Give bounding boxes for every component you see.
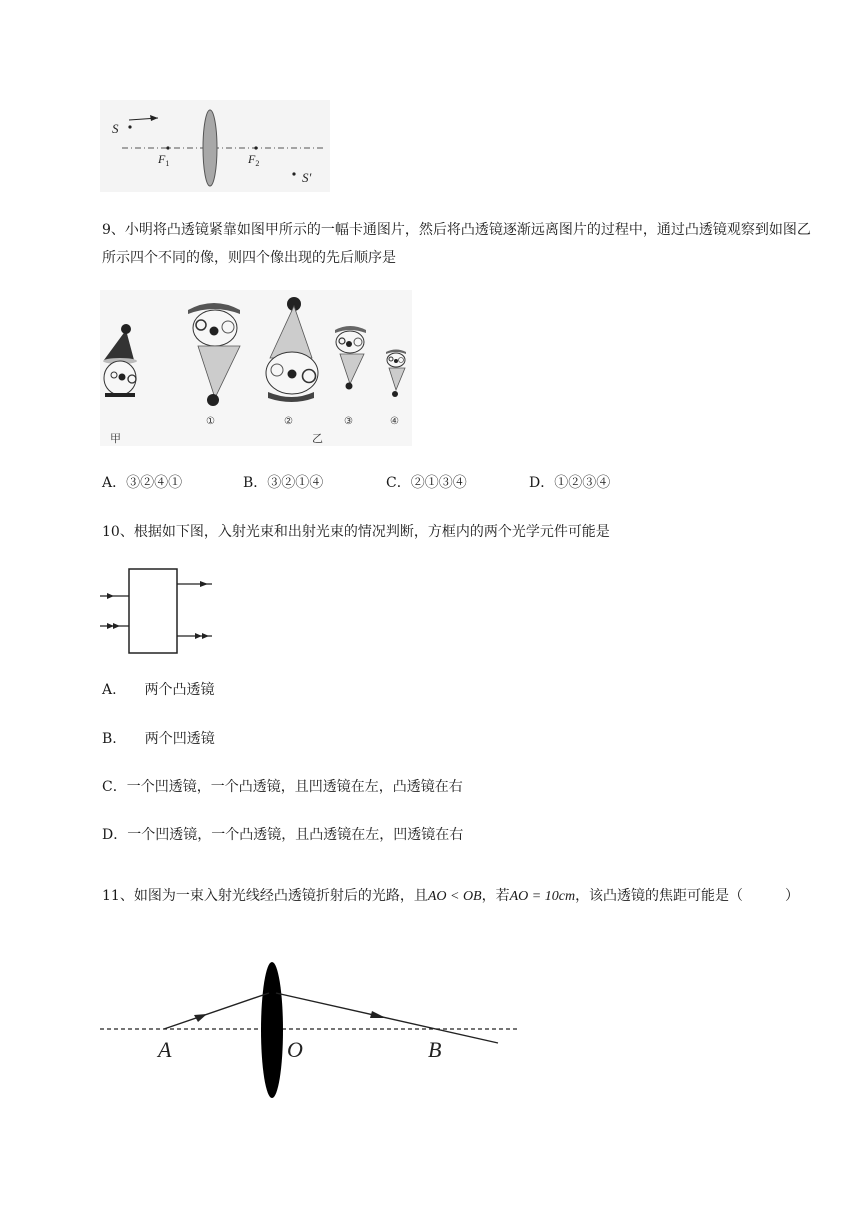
label-o: O (287, 1037, 303, 1062)
img-num-2: ② (284, 416, 293, 427)
fig-label-yi: 乙 (312, 433, 323, 445)
q11-text-b: ，若 (481, 888, 510, 904)
label-b: B (428, 1037, 442, 1062)
img-num-4: ④ (390, 416, 399, 427)
q10-option-a[interactable]: A. 两个凸透镜 (102, 682, 215, 698)
img-num-3: ③ (344, 416, 353, 427)
label-f1: $F_1$ (158, 152, 170, 168)
q10-option-c[interactable]: C．一个凹透镜，一个凸透镜，且凹透镜在左，凸透镜在右 (102, 779, 463, 795)
convex-lens-ray-diagram (100, 960, 520, 1102)
q11-text-a: 11、如图为一束入射光线经凸透镜折射后的光路，且 (102, 888, 428, 904)
q9-option-b[interactable]: B．③②①④ (243, 475, 324, 491)
q9-option-d[interactable]: D．①②③④ (529, 475, 611, 491)
label-s-prime: S′ (302, 170, 312, 185)
q11-text-c: ，该凸透镜的焦距可能是（ ） (575, 888, 800, 904)
label-f2: $F_2$ (248, 152, 260, 168)
q10-option-b[interactable]: B. 两个凹透镜 (102, 731, 215, 747)
q9-option-a[interactable]: A．③②④① (102, 475, 183, 491)
question-9-text: 9、小明将凸透镜紧靠如图甲所示的一幅卡通图片，然后将凸透镜逐渐远离图片的过程中，通过凸透镜观察到如图乙所示四个不同的像，则四个像出现的先后顺序是 (102, 222, 811, 266)
fig-label-jia: 甲 (110, 433, 121, 445)
img-num-1: ① (206, 416, 215, 427)
label-a: A (158, 1037, 172, 1062)
q11-math-10cm: = 10cm (528, 889, 576, 904)
q10-option-d[interactable]: D．一个凹透镜，一个凸透镜，且凸透镜在左，凹透镜在右 (102, 827, 464, 843)
label-s: S (112, 121, 119, 136)
q11-math-aoob: AO < OB (427, 889, 482, 904)
question-10-text: 10、根据如下图，入射光束和出射光束的情况判断，方框内的两个光学元件可能是 (102, 524, 610, 540)
cartoon-images-figure (100, 290, 412, 446)
q9-option-c[interactable]: C．②①③④ (386, 475, 467, 491)
question-11-text (102, 882, 822, 911)
lens-diagram-q8 (100, 100, 330, 192)
optical-box-diagram (100, 566, 216, 656)
q11-math-ao: AO (509, 889, 529, 904)
